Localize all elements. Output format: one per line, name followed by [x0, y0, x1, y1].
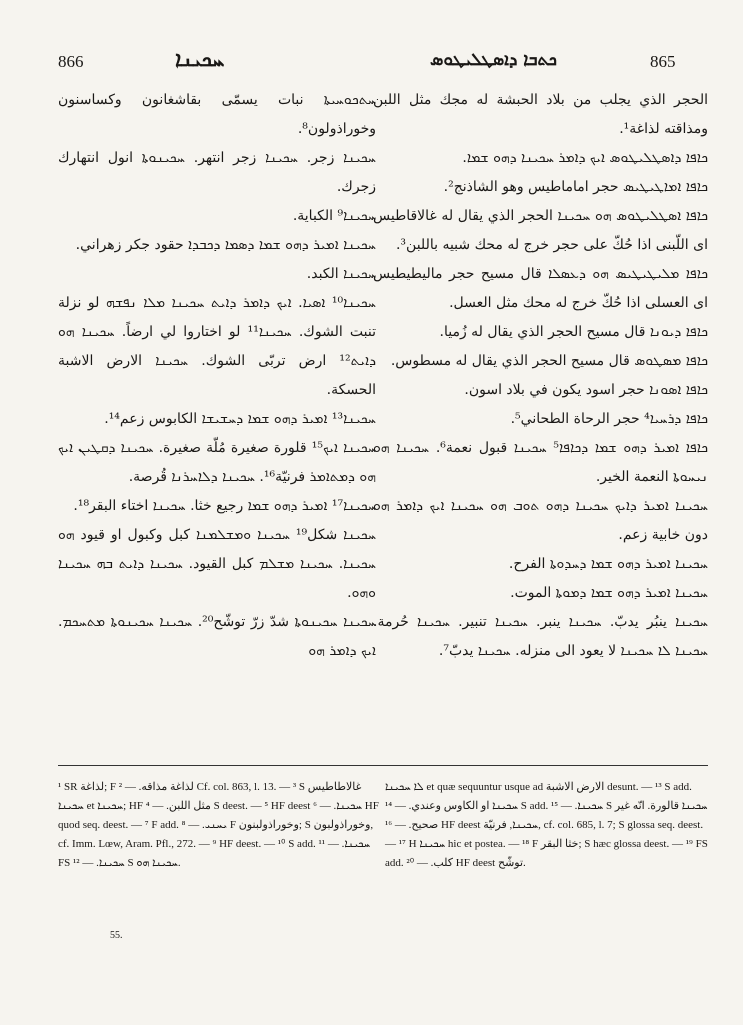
entry: ܚܟܝܢܐ¹³ ܐܡܝܪ ܕܗܘ ܫܡܐ ܕܚܫܝܫܐ الكابوس زعم¹⁴.	[104, 411, 376, 427]
entry: ܚܟܝܢܐ¹⁰ ܐܣܝܐ. ܐܝܟ ܕܐܡܪ ܕܐܝܬ ܚܟܝܢܐ ܡܠܐ ܢܦܫܗ لو نزلة تنبت الشوك. ܚܟܝܢܐ¹¹ لو اختاروا لي ارضاً. ܚܟܝܢܐ ܗܘ ܕܐܝܬ¹² ارض تربّى الشوك. ܚܟܝܢܐ الارض الاشبة الحسكة.	[58, 295, 376, 398]
entry: ܚܟܝܢܐ زجر. ܚܟܝܢܐ زجر انتهر. ܚܟܝܢܘܬܐ انول انتهارك زجرك.	[58, 150, 376, 195]
footnote-divider	[58, 765, 708, 766]
right-running-title: ܟܬܒܐ ܕܐܣܛܠܝܛܘܣ	[430, 50, 557, 70]
entry: ܟܐܦܐ ܐܡܝܪ ܕܗܘ ܫܡܐ ܕܟܐܦܐ⁵ ܚܟܝܢܐ قبول نعمة⁶. ܚܟܝܢܐ ܗܘ ܢܝܚܘܬܐ النعمة الخير.	[373, 440, 708, 485]
footnote-block: ܠܐ ܚܟܝܢܐ et quæ sequuntur usque ad الارض الاشبة desunt. — ¹³ S add. ܚܟܝܢܐ او الكاوس وعندي. — ¹⁴ S add. ܚܟܝܢܐ. — ¹⁵ S ܚܟܝܢܐ قالورة. انّه غير صحيح. — ¹⁶ HF deest ܚܟܝܢܐ, فرنيّة, cf. col. 685, l. 7; S glossa seq. deest. — ¹⁷ H ܚܟܝܢܐ hic et postea. — ¹⁸ F خثا البقر; S hæc glossa deest. — ¹⁹ FS add. كلب. — ²⁰ HF deest توشّح.	[385, 781, 708, 869]
entry: ܚܟܝܢܐ ܐܡܝܪ ܕܗܘ ܫܡܐ ܕܣܡܐ ܕܟܒܕܐ حقود جكر زهراني.	[75, 237, 376, 253]
entry: ܚܟܝܢܐ ܐܡܝܪ ܕܐܝܟ ܚܟܝܢܐ ܕܗܘ ܬܘܒ ܗܘ ܚܟܝܢܐ ܐܝܟ ܕܐܡܪ ܗܘ دون خابية زعم.	[373, 498, 708, 543]
right-page-number: 865	[650, 52, 676, 71]
entry: ܚܟܝܢܐ⁹ الكباية.	[292, 208, 376, 224]
sheet-signature: 55.	[110, 930, 123, 941]
entry: ܟܐܦܐ ܡܣܛܘܣ قال مسيح الحجر الذي يقال له مسطوس.	[390, 353, 708, 369]
entry: ܚܟܝܢܐ¹⁷ ܐܡܝܪ ܕܗܘ ܫܡܐ رجيع خثا. ܚܟܝܢܐ اختاء البقر¹⁸.	[73, 498, 376, 514]
entry: ܚܟܝܢܐ الكبد.	[306, 266, 376, 282]
entry: ܟܐܦܐ ܡܠܝܛܝܛܝܣ ܗܘ ܕܥܣܠܐ قال مسيح حجر ماليطيطيس اى العسلى اذا حُكّ خرج له محك مثل العسل.	[373, 266, 708, 311]
entry: ܚܬܟܘܚܝܬܐ نبات يسمّى بقاشغانون وكساسنون وخوراذولون⁸.	[58, 92, 376, 137]
entry: ܚܟܝܢܐ شكل¹⁹ ܚܟܝܢܐ ܘܡܫܠܡܢܐ كبل وكبول او قيود ܗܘ ܚܟܝܢܐ. ܚܟܝܢܐ ܡܫܠܡ كبل القيود. ܚܟܝܢܐ ܕܐܝܬ ܒܗ ܚܟܝܢܐ ܘܗܘ.	[58, 527, 377, 601]
entry: ܟܐܦܐ ܐܣܘܢܐ حجر اسود يكون في بلاد اسون.	[464, 382, 708, 398]
footnotes-right	[385, 778, 708, 873]
left-column	[58, 86, 376, 666]
entry: ܚܟܝܢܐ ܚܟܝܢܘܬܐ شدّ زرّ توشّح²⁰. ܚܟܝܢܐ ܚܟܝܢܘܬܐ ܡܬܚܟܡ. ܐܝܟ ܕܐܡܪ ܗܘ	[58, 614, 376, 659]
left-page-number: 866	[58, 52, 84, 71]
entry: ܟܐܦܐ ܕܪܚܝܐ⁴ حجر الرحاة الطحاني⁵.	[510, 411, 708, 427]
entry: ܟܐܦܐ ܐܡܐܛܝܛܝܣ حجر اماماطيس وهو الشاذنج².	[443, 179, 708, 195]
footnotes-left	[58, 778, 380, 873]
entry: ܚܟܝܢܐ ܐܝܟ¹⁵ قلورة صغيرة مُلّة صغيرة. ܚܟܝܢܐ ܕܩܛܝܢ ܐܝܟ ܗܘ ܕܡܬܐܡܪ فرنيّة¹⁶. ܚܟܝܢܐ ܕܠܐܚܪܢܐ قُرصة.	[58, 440, 376, 485]
entry: الحجر الذي يجلب من بلاد الحبشة له مجك مثل اللبن ومذاقته لذاغة¹.	[373, 92, 708, 137]
entry: ܟܐܦܐ ܕܐܣܛܠܝܛܘܣ ܐܝܟ ܕܐܡܪ ܚܟܝܢܐ ܕܗܘ ܫܡܐ.	[462, 150, 708, 166]
right-column	[373, 86, 708, 666]
entry: ܟܐܦܐ ܕܝܘܢܐ قال مسيح الحجر الذي يقال له زُميا.	[439, 324, 708, 340]
entry: ܚܟܝܢܐ ينبُر يدبّ. ܚܟܝܢܐ ينبر. ܚܟܝܢܐ تنبير. ܚܟܝܢܐ حُرمة. ܚܟܝܢܐ ܠܐ ܚܟܝܢܐ لا يعود الى منزله. ܚܟܝܢܐ يدبّ⁷.	[373, 614, 708, 659]
entry: ܚܟܝܢܐ ܐܡܝܪ ܕܗܘ ܫܡܐ ܕܡܘܬܐ الموت.	[510, 585, 708, 601]
left-running-title: ܚܟܝܢܐ	[175, 46, 225, 71]
entry: ܚܟܝܢܐ ܐܡܝܪ ܕܗܘ ܫܡܐ ܕܚܕܘܬܐ الفرح.	[508, 556, 708, 572]
footnote-block: ¹ SR لذاغة; F لذاغة مذاقه. — ² Cf. col. 863, l. 13. — ³ S غالاطاطيس ܚܟܝܢܐ et ܚܟܝܢܐ; HF مثل اللبن. — ⁴ S deest. — ⁵ HF deest ܚܟܝܢܐ. — ⁶ HF quod seq. deest. — ⁷ F add. ܝܚܢܝ. — ⁸ F وخوراذولبنون; S وخوراذولبون, cf. Imm. Lœw, Aram. Pfl., 272. — ⁹ HF deest. — ¹⁰ S add. ܚܟܝܢܐ. — ¹¹ FS ܚܟܝܢܐ. — ¹² S ܚܟܝܢܐ ܗܘ.	[58, 781, 379, 869]
entry: ܟܐܦܐ ܐܣܛܠܝܛܘܣ ܗܘ ܚܟܝܢܐ الحجر الذي يقال له غالاقاطيس اى اللّبنى اذا حُكّ على حجر خرج له محك شبيه باللبن³.	[373, 208, 708, 253]
